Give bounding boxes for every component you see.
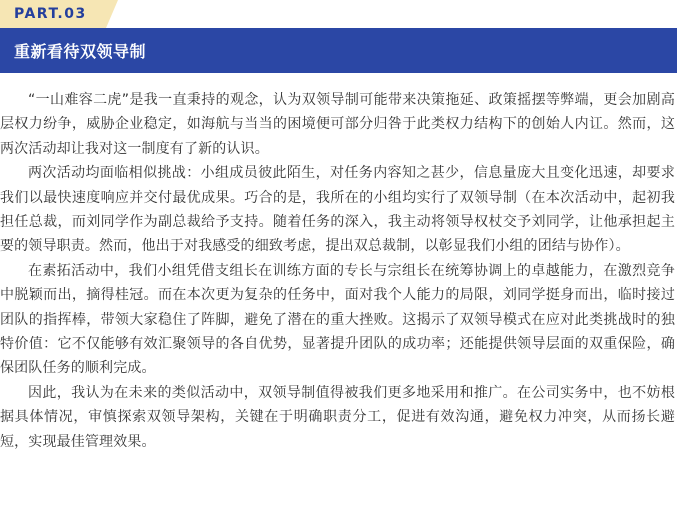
paragraph-3: 在素拓活动中，我们小组凭借支组长在训练方面的专长与宗组长在统筹协调上的卓越能力，在激烈竞争中脱颖而出，摘得桂冠。而在本次更为复杂的任务中，面对我个人能力的局限，刘同学挺身而出，临时接过团队的指挥棒，带领大家稳住了阵脚，避免了潜在的重大挫败。这揭示了双领导模式在应对此类挑战时的独特价值：它不仅能够有效汇聚领导的各自优势，显著提升团队的成功率；还能提供领导层面的双重保险，确保团队任务的顺利完成。 (0, 262, 675, 377)
paragraph-1: “一山难容二虎”是我一直秉持的观念，认为双领导制可能带来决策拖延、政策摇摆等弊端，更会加剧高层权力纷争，威胁企业稳定，如海航与当当的困境便可部分归咎于此类权力结构下的创始人内讧。然而，这两次活动却让我对这一制度有了新的认识。 (0, 92, 675, 157)
paragraph-4: 因此，我认为在未来的类似活动中，双领导制值得被我们更多地采用和推广。在公司实务中，也不妨根据具体情况，审慎探索双领导架构，关键在于明确职责分工，促进有效沟通，避免权力冲突，从而扬长避短，实现最佳管理效果。 (0, 384, 675, 450)
article-body (0, 88, 677, 454)
part-label-tab (0, 0, 106, 28)
paragraph-2: 两次活动均面临相似挑战：小组成员彼此陌生，对任务内容知之甚少，信息量庞大且变化迅速，却要求我们以最快速度响应并交付最优成果。巧合的是，我所在的小组均实行了双领导制（在本次活动中，起初我担任总裁，而刘同学作为副总裁给予支持。随着任务的深入，我主动将领导权杖交予刘同学，让他承担起主要的领导职责。然而，他出于对我感受的细致考虑，提出双总裁制，以彰显我们小组的团结与协作）。 (0, 165, 675, 255)
part-label: PART.03 (14, 6, 87, 22)
section-title-bar (0, 28, 677, 73)
section-title: 重新看待双领导制 (14, 42, 147, 61)
